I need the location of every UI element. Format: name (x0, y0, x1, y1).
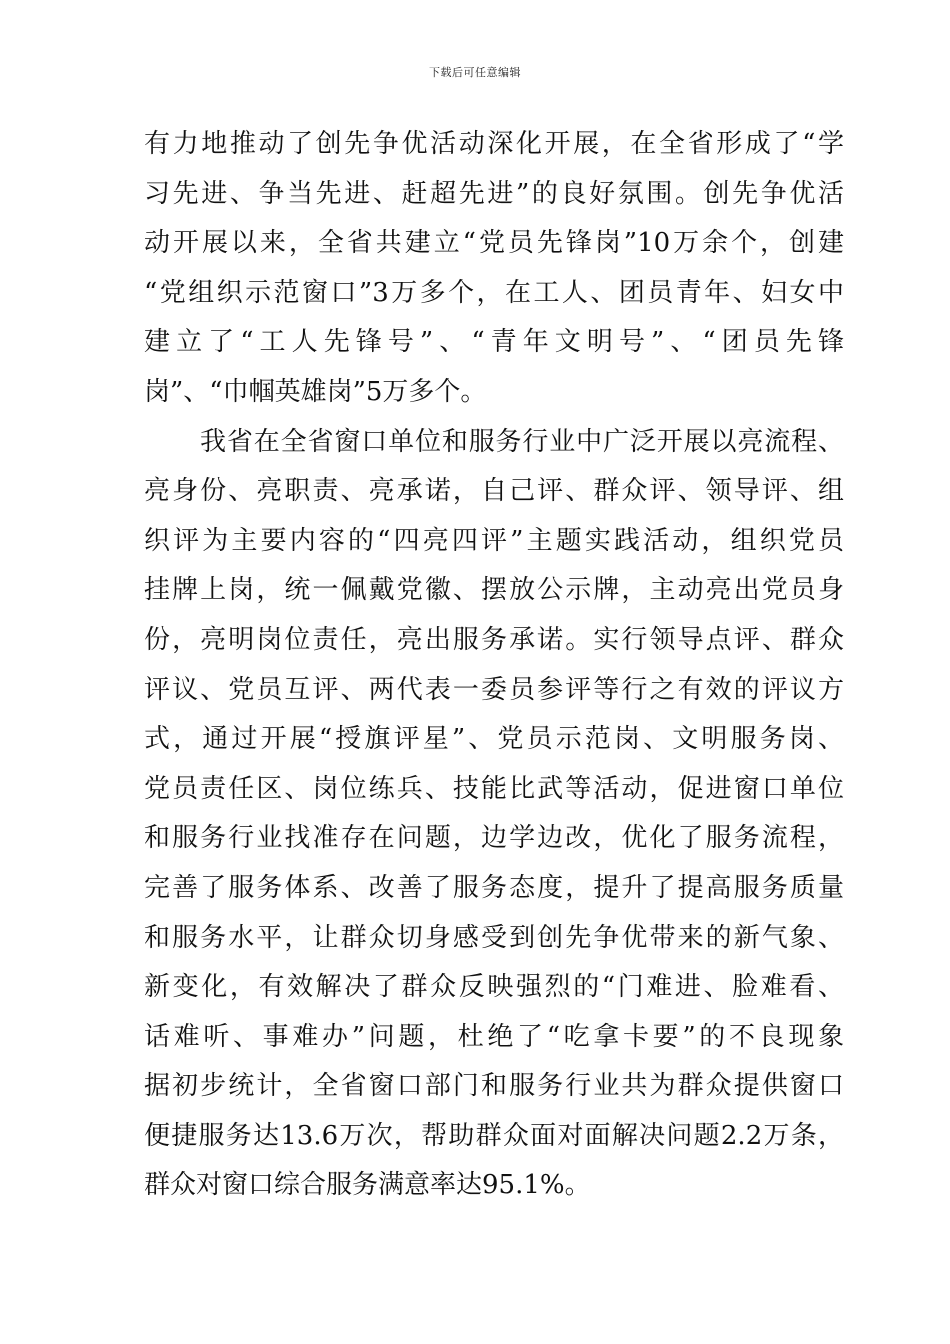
text-line: 和服务行业找准存在问题，边学边改，优化了服务流程， (144, 823, 844, 854)
text-line: 群众对窗口综合服务满意率达95.1%。 (144, 1170, 591, 1201)
text-line: 式，通过开展“授旗评星”、党员示范岗、文明服务岗、 (144, 724, 844, 755)
text-line: 和服务水平，让群众切身感受到创先争优带来的新气象、 (144, 922, 844, 953)
text-line: 岗”、“巾帼英雄岗”5万多个。 (144, 376, 487, 407)
text-line: 建立了“工人先锋号”、“青年文明号”、“团员先锋 (144, 327, 844, 358)
document-body (144, 129, 844, 1220)
text-line: 话难听、事难办”问题，杜绝了“吃拿卡要”的不良现象 (144, 1021, 844, 1052)
text-line: 我省在全省窗口单位和服务行业中广泛开展以亮流程、 (200, 426, 844, 457)
text-line: 据初步统计，全省窗口部门和服务行业共为群众提供窗口 (144, 1071, 844, 1102)
text-line: 织评为主要内容的“四亮四评”主题实践活动，组织党员 (144, 525, 844, 556)
text-line: 习先进、争当先进、赶超先进”的良好氛围。创先争优活 (144, 178, 844, 209)
text-line: 评议、党员互评、两代表一委员参评等行之有效的评议方 (144, 674, 844, 705)
text-line: 便捷服务达13.6万次，帮助群众面对面解决问题2.2万条， (144, 1120, 844, 1151)
text-line: 动开展以来，全省共建立“党员先锋岗”10万余个，创建 (144, 228, 844, 259)
text-line: 完善了服务体系、改善了服务态度，提升了提高服务质量 (144, 872, 844, 903)
text-line: 挂牌上岗，统一佩戴党徽、摆放公示牌，主动亮出党员身 (144, 575, 844, 606)
text-line: 份，亮明岗位责任，亮出服务承诺。实行领导点评、群众 (144, 624, 844, 655)
paragraph-1 (144, 129, 844, 427)
page-header: 下载后可任意编辑 (429, 66, 521, 79)
text-line: “党组织示范窗口”3万多个，在工人、团员青年、妇女中 (144, 277, 844, 308)
paragraph-2 (144, 427, 844, 1221)
text-line: 党员责任区、岗位练兵、技能比武等活动，促进窗口单位 (144, 773, 844, 804)
text-line: 亮身份、亮职责、亮承诺，自己评、群众评、领导评、组 (144, 476, 844, 507)
text-line: 新变化，有效解决了群众反映强烈的“门难进、脸难看、 (144, 972, 844, 1003)
text-line: 有力地推动了创先争优活动深化开展，在全省形成了“学 (144, 129, 844, 159)
